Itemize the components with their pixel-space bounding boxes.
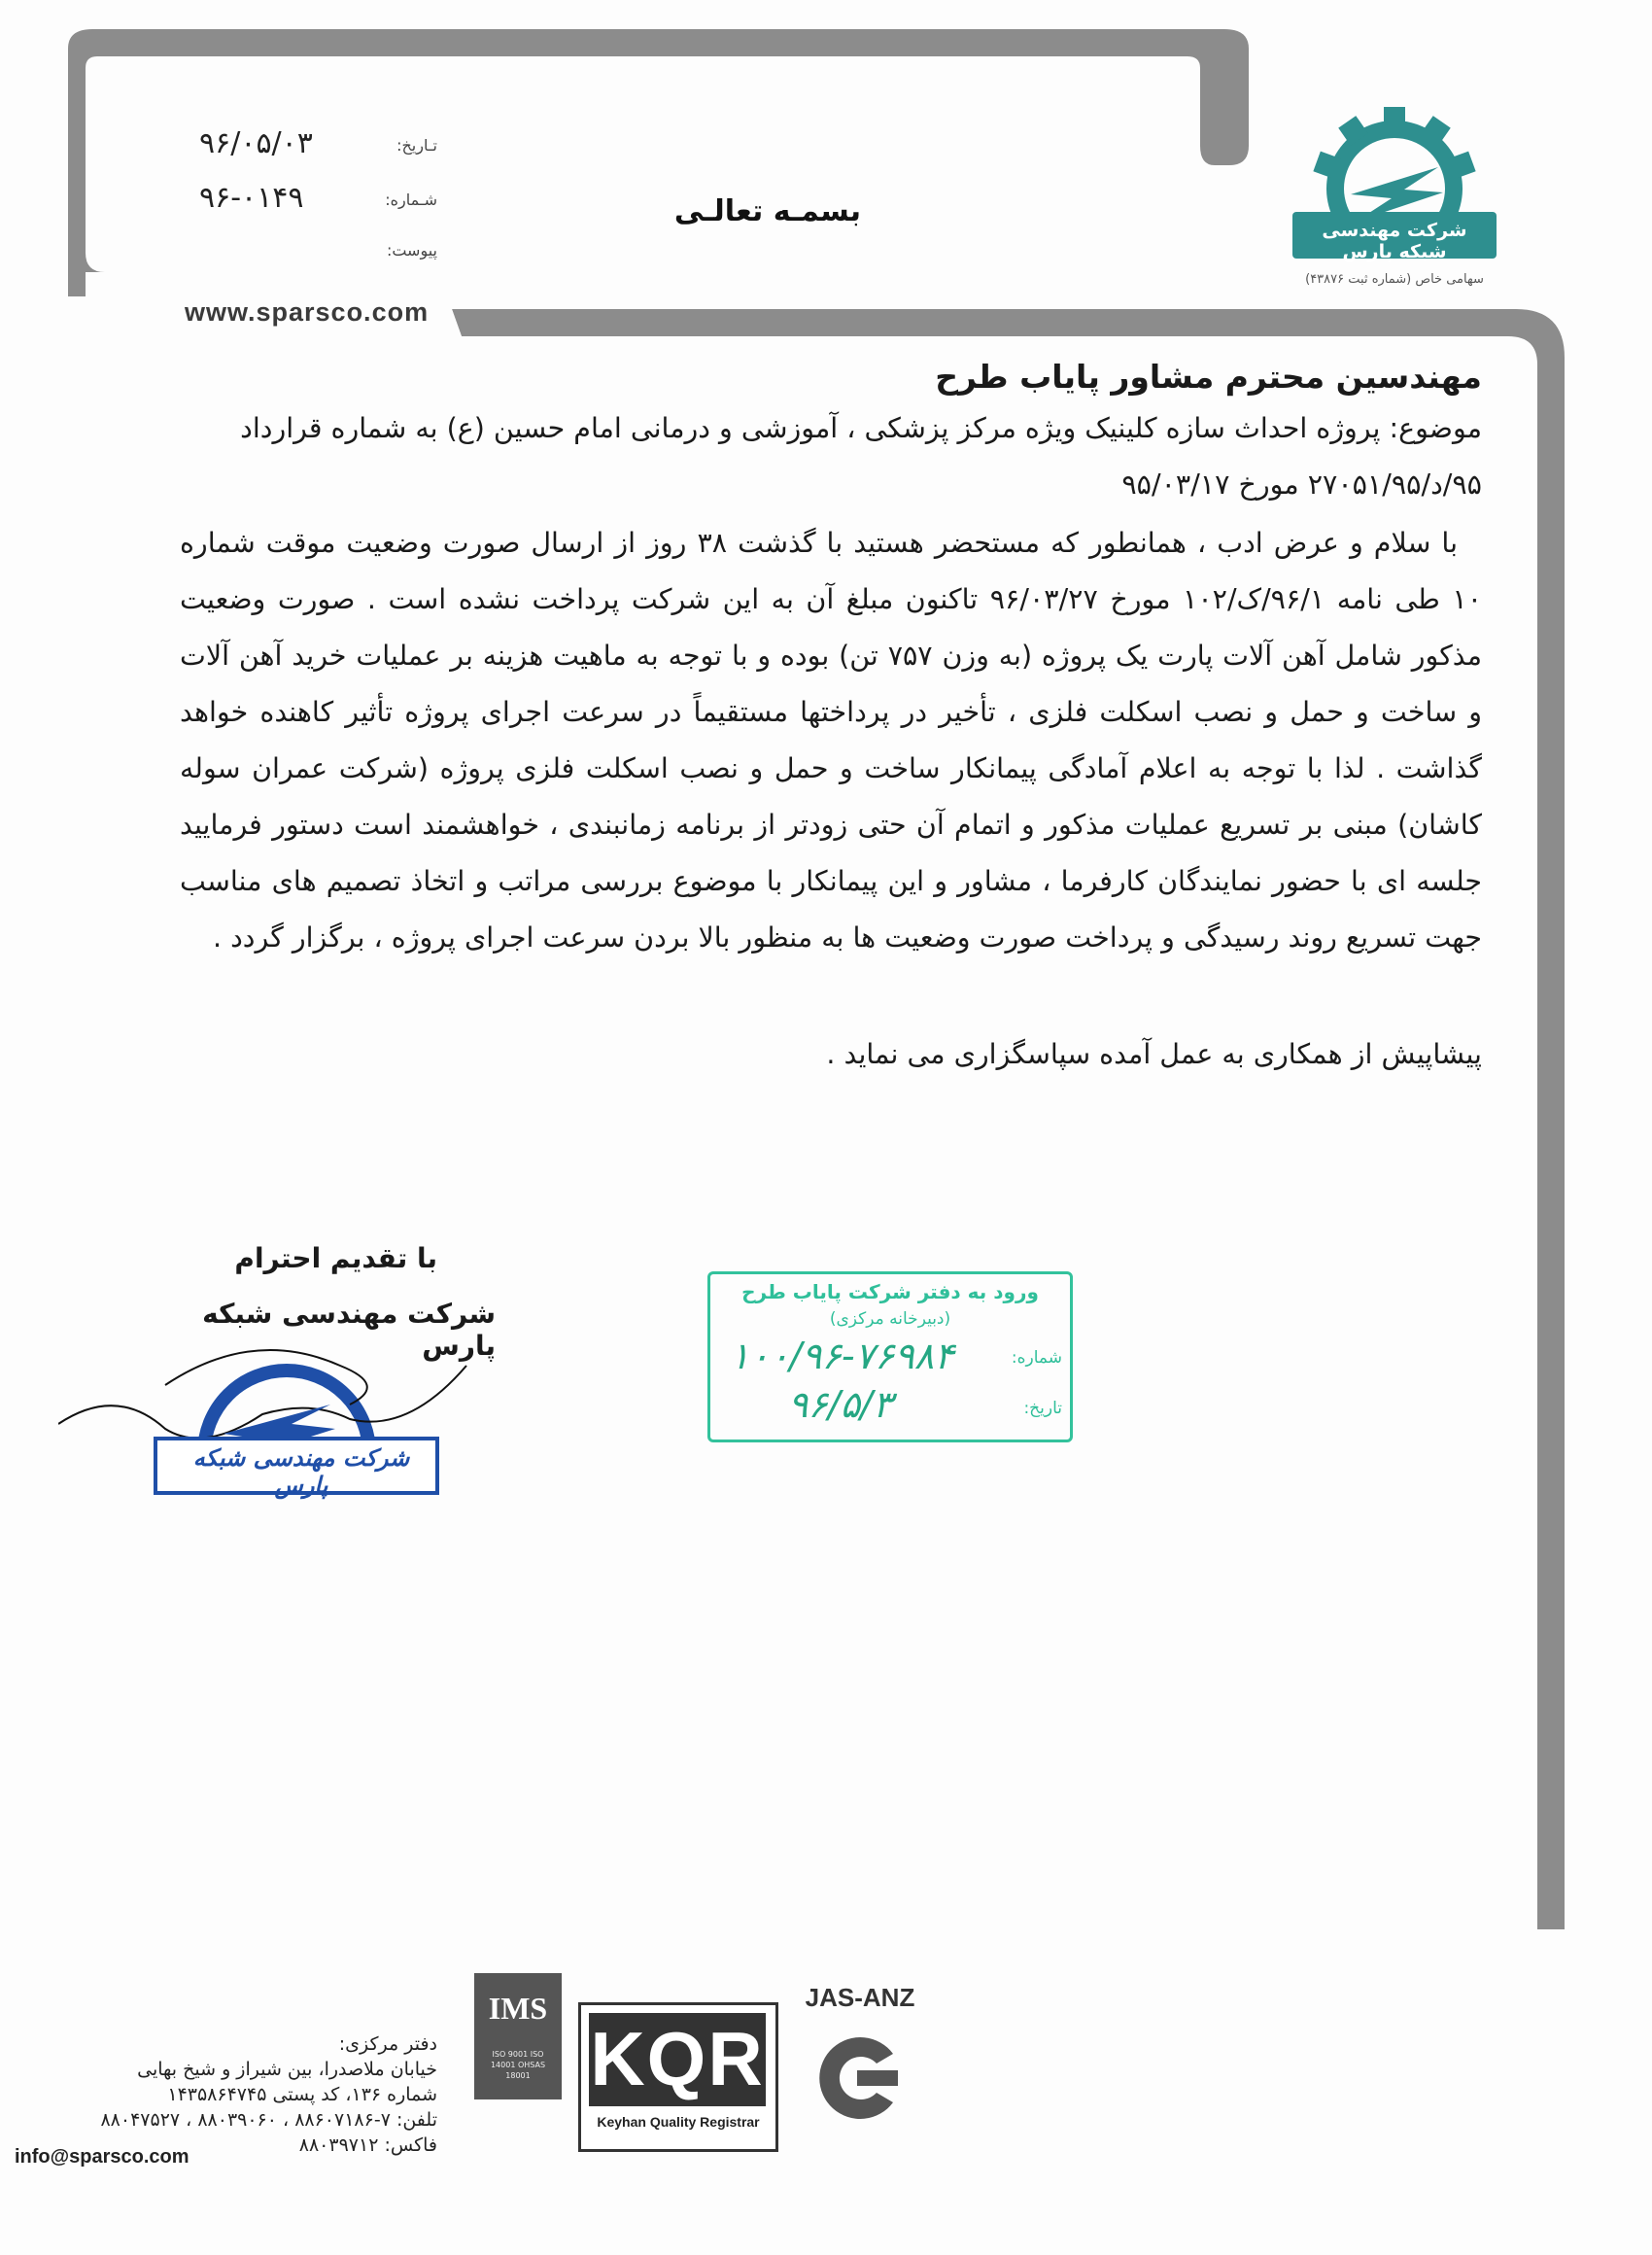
received-stamp-title: ورود به دفتر شرکت پایاب طرح xyxy=(741,1280,1039,1303)
ims-cert-subtitle: ISO 9001 ISO 14001 OHSAS 18001 xyxy=(490,2050,546,2080)
received-number: ۱۰۰/۹۶-۷۶۹۸۴ xyxy=(730,1335,954,1377)
date-value: ۹۶/۰۵/۰۳ xyxy=(199,126,313,160)
left-frame-gradient xyxy=(68,49,86,296)
jasanz-c-mark-icon xyxy=(810,2030,908,2127)
number-value: ۹۶-۰۱۴۹ xyxy=(199,181,304,215)
date-label: تـاریخ: xyxy=(396,136,437,155)
jasanz-cert-text: JAS-ANZ xyxy=(805,1983,915,2012)
jasanz-cert-logo xyxy=(797,1983,923,2148)
kqr-cert-text: KQR xyxy=(590,2016,765,2101)
ims-cert-text: IMS xyxy=(488,1991,548,2026)
fax-line: فاکس: ۸۸۰۳۹۷۱۲ xyxy=(298,2134,437,2156)
kqr-cert-subtitle: Keyhan Quality Registrar xyxy=(597,2114,760,2130)
closing-text: با تقدیم احترام xyxy=(234,1242,437,1274)
footer-address xyxy=(49,2031,437,2158)
address-line-1: خیابان ملاصدرا، بین شیراز و شیخ بهایی xyxy=(137,2059,437,2080)
logo-text: شرکت مهندسی شبکه پارس xyxy=(1322,220,1467,262)
number-label: شـماره: xyxy=(385,191,437,209)
subject-line-1: موضوع: پروژه احداث سازه کلینیک ویژه مرکز پزشکی ، آموزشی و درمانی امام حسین (ع) به شماره قرارداد xyxy=(240,412,1482,444)
body-paragraph-2: پیشاپیش از همکاری به عمل آمده سپاسگزاری می نماید . xyxy=(826,1038,1482,1070)
address-line-2: شماره ۱۳۶، کد پستی ۱۴۳۵۸۶۴۷۴۵ xyxy=(167,2084,437,2105)
logo-subtitle: سهامی خاص (شماره ثبت ۴۳۸۷۶) xyxy=(1305,272,1484,287)
footer-email[interactable]: info@sparsco.com xyxy=(15,2146,189,2168)
received-number-label: شماره: xyxy=(1011,1348,1062,1368)
company-seal-text: شرکت مهندسی شبکه پارس xyxy=(192,1444,410,1499)
body-paragraph-1: با سلام و عرض ادب ، همانطور که مستحضر هستید با گذشت ۳۸ روز از ارسال صورت وضعیت موقت شماره ۱۰ طی نامه ۹۶/۱/ک/۱۰۲ مورخ ۹۶/۰۳/۲۷ تاکنون مبلغ آن به این شرکت پرداخت نشده است . صورت وضعیت مذکور شامل آهن آلات پارت یک پروژه (به وزن ۷۵۷ تن) بوده و با توجه به ماهیت هزینه بر عملیات خرید آهن آلات و ساخت و حمل و نصب اسکلت فلزی ، تأخیر در پرداختها مستقیماً در سرعت اجرای پروژه تأثیر کاهنده خواهد گذاشت . لذا با توجه به اعلام آمادگی پیمانکار ساخت و حمل و نصب اسکلت فلزی پروژه (شرکت عمران سوله کاشان) مبنی بر تسریع عملیات مذکور و اتمام آن حتی زودتر از برنامه زمانبندی ، خواهشمند است دستور فرمایید جلسه ای با حضور نمایندگان کارفرما ، مشاور و این پیمانکار با موضوع بررسی مراتب و اتخاذ تصمیم های مناسب جهت تسریع روند رسیدگی و پرداخت صورت وضعیت ها به منظور بالا بردن سرعت اجرای پروژه ، برگزار گردد . xyxy=(180,527,1483,954)
basmala-heading: بسمـه تعالـی xyxy=(673,194,862,228)
attachment-label: پیوست: xyxy=(386,241,437,260)
addressee: مهندسین محترم مشاور پایاب طرح xyxy=(935,358,1482,396)
ims-cert-logo xyxy=(474,1973,562,2099)
received-stamp xyxy=(707,1271,1073,1442)
phone-line: تلفن: ۷-۸۸۶۰۷۱۸۶ ، ۸۸۰۳۹۰۶۰ ، ۸۸۰۴۷۵۲۷ xyxy=(100,2109,437,2131)
signatory-company: شرکت مهندسی شبکه پارس xyxy=(202,1298,496,1362)
header-frame-band xyxy=(68,29,1249,292)
received-date-label: تاریخ: xyxy=(1023,1399,1062,1418)
website-url: www.sparsco.com xyxy=(185,297,430,327)
received-date: ۹۶/۵/۳ xyxy=(788,1383,893,1426)
office-label: دفتر مرکزی: xyxy=(338,2033,437,2055)
subject-line-2: ۹۵/د/۲۷۰۵۱/۹۵ مورخ ۹۵/۰۳/۱۷ xyxy=(1121,468,1482,501)
kqr-cert-logo xyxy=(578,2002,778,2152)
received-stamp-subtitle: (دبیرخانه مرکزی) xyxy=(829,1309,951,1329)
company-logo xyxy=(1283,97,1506,292)
